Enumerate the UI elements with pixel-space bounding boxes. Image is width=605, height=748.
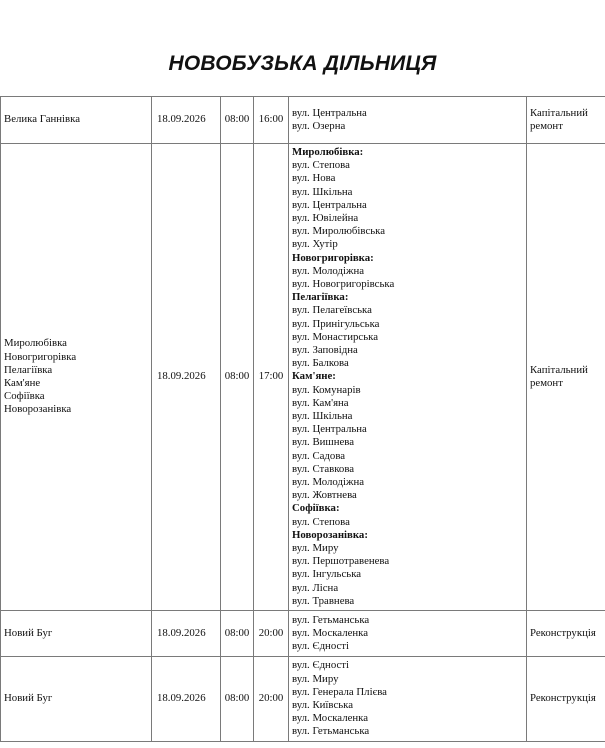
- settlement-cell: [1, 611, 152, 657]
- settlement-heading: Новогригорівка:: [292, 251, 374, 264]
- street-name: вул. Москаленка: [292, 626, 369, 639]
- settlement-name: Новий Буг: [4, 692, 53, 705]
- street-name: вул. Степова: [292, 159, 350, 172]
- street-name: вул. Центральна: [292, 423, 367, 436]
- start-time-cell: 08:00: [221, 657, 254, 742]
- streets-cell: [289, 611, 527, 657]
- street-name: вул. Кам'яна: [292, 396, 349, 409]
- street-name: вул. Ставкова: [292, 462, 355, 475]
- street-name: вул. Центральна: [292, 198, 367, 211]
- page-title: НОВОБУЗЬКА ДІЛЬНИЦЯ: [168, 52, 437, 75]
- end-time-cell: 20:00: [254, 611, 289, 657]
- work-type-cell: [527, 657, 605, 742]
- settlement-cell: [1, 657, 152, 742]
- start-time-cell: 08:00: [221, 611, 254, 657]
- table-row: [1, 97, 605, 144]
- table-row: [1, 144, 605, 611]
- street-name: вул. Садова: [292, 449, 346, 462]
- street-name: вул. Нова: [292, 172, 336, 185]
- settlement-name: Софіївка: [4, 390, 45, 403]
- street-name: вул. Лісна: [292, 581, 339, 594]
- settlement-name: Велика Ганнівка: [4, 113, 81, 126]
- street-name: вул. Принігульська: [292, 317, 380, 330]
- street-name: вул. Гетьманська: [292, 725, 370, 738]
- outage-schedule-table: [0, 96, 605, 742]
- start-time-cell: 08:00: [221, 97, 254, 144]
- street-name: вул. Єдності: [292, 640, 350, 653]
- street-name: вул. Вишнева: [292, 436, 355, 449]
- street-name: вул. Київська: [292, 699, 354, 711]
- street-name: вул. Степова: [292, 515, 350, 528]
- settlement-cell: [1, 144, 152, 611]
- end-time-cell: 16:00: [254, 97, 289, 144]
- streets-cell: [289, 657, 527, 742]
- street-name: вул. Генерала Плієва: [292, 685, 387, 698]
- street-name: вул. Шкільна: [292, 410, 353, 422]
- street-name: вул. Хутір: [292, 238, 338, 251]
- street-name: вул. Пелагеївська: [292, 304, 372, 317]
- date-cell: 18.09.2026: [152, 611, 221, 657]
- work-type-label: ремонт: [530, 120, 563, 132]
- street-name: вул. Першотравенева: [292, 555, 390, 568]
- settlement-heading: Софіївка:: [292, 502, 340, 515]
- settlement-cell: [1, 97, 152, 144]
- street-name: вул. Травнева: [292, 594, 355, 607]
- work-type-cell: [527, 611, 605, 657]
- street-name: вул. Ювілейна: [292, 211, 359, 224]
- street-name: вул. Балкова: [292, 357, 349, 370]
- street-name: вул. Жовтнева: [292, 489, 357, 502]
- start-time-cell: 08:00: [221, 144, 254, 611]
- settlement-heading: Миролюбівка:: [292, 145, 364, 158]
- street-name: вул. Новогригорівська: [292, 277, 395, 290]
- street-name: вул. Миру: [292, 672, 339, 685]
- settlement-name: Новий Буг: [4, 626, 53, 639]
- street-name: вул. Центральна: [292, 106, 367, 119]
- work-type-label: Реконструкція: [530, 692, 596, 705]
- settlement-name: Пелагіївка: [4, 363, 53, 376]
- date-cell: 18.09.2026: [152, 97, 221, 144]
- streets-cell: [289, 144, 527, 611]
- street-name: вул. Молодіжна: [292, 264, 365, 277]
- settlement-heading: Новорозанівка:: [292, 528, 368, 541]
- street-name: вул. Шкільна: [292, 185, 353, 198]
- street-name: вул. Заповідна: [292, 343, 358, 356]
- work-type-label: Реконструкція: [530, 626, 596, 639]
- settlement-heading: Кам'яне:: [292, 370, 336, 383]
- table-row: [1, 657, 605, 742]
- street-name: вул. Миролюбівська: [292, 225, 386, 238]
- work-type-label: ремонт: [530, 377, 563, 389]
- end-time-cell: 17:00: [254, 144, 289, 611]
- date-cell: 18.09.2026: [152, 144, 221, 611]
- street-name: вул. Москаленка: [292, 712, 369, 725]
- settlement-name: Новорозанівка: [4, 403, 72, 416]
- work-type-label: Капітальний: [530, 363, 588, 376]
- settlement-heading: Пелагіївка:: [292, 291, 349, 304]
- street-name: вул. Комунарів: [292, 383, 361, 396]
- work-type-cell: [527, 144, 605, 611]
- work-type-label: Капітальний: [530, 106, 588, 119]
- street-name: вул. Монастирська: [292, 330, 379, 343]
- street-name: вул. Озерна: [292, 120, 346, 132]
- street-name: вул. Єдності: [292, 659, 350, 672]
- schedule-body: [1, 97, 605, 742]
- settlement-name: Миролюбівка: [4, 337, 67, 350]
- street-name: вул. Молодіжна: [292, 476, 365, 489]
- street-name: вул. Гетьманська: [292, 613, 370, 626]
- settlement-name: Кам'яне: [4, 377, 41, 389]
- end-time-cell: 20:00: [254, 657, 289, 742]
- table-row: [1, 611, 605, 657]
- street-name: вул. Миру: [292, 542, 339, 555]
- street-name: вул. Інгульська: [292, 568, 362, 581]
- settlement-name: Новогригорівка: [4, 350, 77, 363]
- work-type-cell: [527, 97, 605, 144]
- date-cell: 18.09.2026: [152, 657, 221, 742]
- streets-cell: [289, 97, 527, 144]
